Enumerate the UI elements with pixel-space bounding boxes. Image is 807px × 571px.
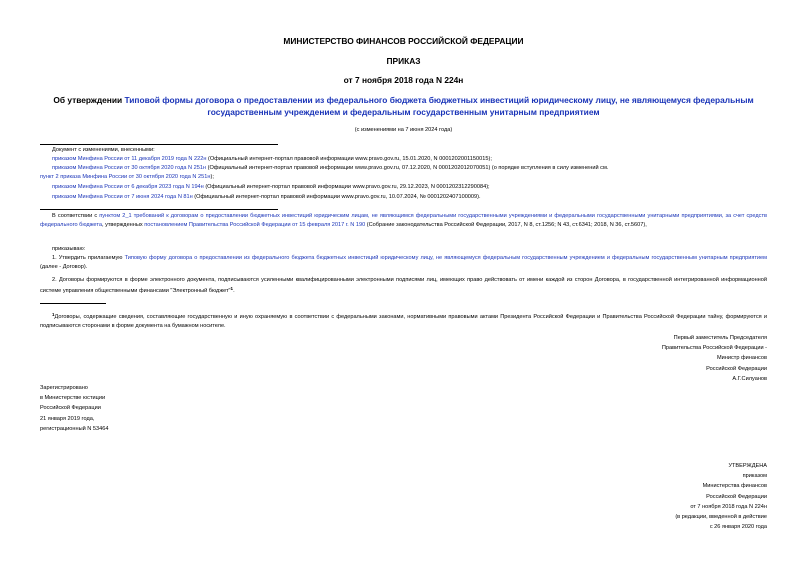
registration-line: в Министерстве юстиции <box>40 395 106 402</box>
text-run: (далее - Договор). <box>40 263 88 270</box>
text-run: (Собрание законодательства Российской Федерации, 2017, N 8, ст.1256; N 43, ст.6341; 2018, N 36, ст.5607), <box>365 221 647 228</box>
requirements-link[interactable]: пунктом 2_1 требований к договорам о предоставлении бюджетных инвестиций юридическим лицам, не являющимся федеральными государственными учреждениями и федеральными государственными унитарными предприятиями, за счет средств федерального бюджета <box>40 213 767 228</box>
change-item <box>40 173 214 181</box>
footnote-ref[interactable]: 1 <box>230 285 234 291</box>
text-run: . <box>233 287 235 294</box>
change-link[interactable]: приказом Минфина России от 11 декабря 2019 года N 222н <box>52 156 207 162</box>
approval-line: Министерства финансов <box>702 483 767 490</box>
change-text: (Официальный интернет-портал правовой информации www.pravo.gov.ru, 10.07.2024, № 0001202407100009). <box>192 194 481 200</box>
resolution-link[interactable]: постановлением Правительства Российской Федерации от 15 февраля 2017 г. N 190 <box>144 221 366 228</box>
change-link[interactable]: приказом Минфина России от 6 декабря 2023 года N 194н <box>52 184 204 190</box>
footnote-divider <box>40 303 106 304</box>
paragraph-1 <box>40 254 767 272</box>
text-run: В соответствии с <box>52 213 100 219</box>
document-type: ПРИКАЗ <box>386 56 421 66</box>
footnote-mark: 1 <box>52 312 55 317</box>
registration-line: регистрационный N 53464 <box>40 425 109 432</box>
signature-line: Российской Федерации <box>706 365 767 372</box>
approval-line: с 26 января 2020 года <box>709 524 767 531</box>
form-link[interactable]: Типовую форму договора о предоставлении из федерального бюджета бюджетных инвестиций юридическому лицу, не являющемуся федеральным государственным учреждением и федеральным государственным унитарным предприятием <box>124 255 767 261</box>
registration-line: Зарегистрировано <box>40 385 88 391</box>
changes-heading: Документ с изменениями, внесенными: <box>52 147 155 153</box>
text-run: 2. Договоры формируются в форме электронного документа, подписываются усиленными квалифицированными электронными подписями лиц, имеющих право действовать от имени каждой из сторон Договора, в государственной интегрированной информационной системе управления общественными финансами "Электронный бюджет" <box>40 277 767 294</box>
document-title <box>40 95 767 118</box>
signature-block <box>662 333 767 384</box>
document-date-number: от 7 ноября 2018 года N 224н <box>343 75 464 85</box>
change-link[interactable]: приказом Минфина России от 7 июня 2024 года N 81н <box>52 194 193 200</box>
approval-line: (в редакции, введенной в действие <box>675 514 767 521</box>
approval-line: приказом <box>742 473 767 480</box>
approval-line: Российской Федерации <box>706 493 767 500</box>
change-text: (Официальный интернет-портал правовой информации www.pravo.gov.ru, 07.12.2020, N 0001202012070051) (о порядке вступления в силу изменений см. <box>206 165 609 171</box>
footnote-text: Договоры, содержащие сведения, составляющие государственную и иную охраняемую в соответствии с федеральными законами, нормативными правовыми актами Президента Российской Федерации и Правительства Российской Федерации тайну, формируются и подписываются сторонами в форме документа на бумажном носителе. <box>40 314 767 329</box>
change-item <box>52 183 490 191</box>
title-prefix: Об утверждении <box>53 95 125 105</box>
change-item <box>52 155 492 163</box>
registration-block <box>40 383 108 434</box>
change-item <box>52 193 481 201</box>
basis-paragraph <box>40 212 767 230</box>
change-item <box>52 164 608 172</box>
change-text: (Официальный интернет-портал правовой информации www.pravo.gov.ru, 29.12.2023, N 0001202312290084); <box>203 184 490 190</box>
revision-note: (с изменениями на 7 июня 2024 года) <box>354 127 453 133</box>
approval-line: от 7 ноября 2018 года N 224н <box>690 503 767 510</box>
signature-line: А.Г.Силуанов <box>732 375 767 382</box>
approval-line: УТВЕРЖДЕНА <box>728 463 767 469</box>
change-text: (Официальный интернет-портал правовой информации www.pravo.gov.ru, 15.01.2020, N 0001202001150015); <box>206 156 492 162</box>
signature-line: Правительства Российской Федерации - <box>661 345 767 352</box>
ministry-heading: МИНИСТЕРСТВО ФИНАНСОВ РОССИЙСКОЙ ФЕДЕРАЦИИ <box>283 36 524 46</box>
signature-line: Министр финансов <box>717 355 767 362</box>
registration-line: 21 января 2019 года, <box>40 415 95 422</box>
approval-block <box>675 461 767 532</box>
order-word: приказываю: <box>52 246 86 252</box>
divider <box>40 209 278 210</box>
paragraph-2 <box>40 276 767 296</box>
text-run: 1. Утвердить прилагаемую <box>52 255 125 261</box>
divider <box>40 144 278 145</box>
change-text: ); <box>210 174 214 180</box>
change-link[interactable]: пункт 2 приказа Минфина России от 30 октября 2020 года N 251н <box>40 174 211 180</box>
change-link[interactable]: приказом Минфина России от 30 октября 2020 года N 251н <box>52 165 207 171</box>
signature-line: Первый заместитель Председателя <box>673 335 767 341</box>
text-run: , утвержденных <box>101 221 145 228</box>
title-link[interactable]: Типовой формы договора о предоставлении из федерального бюджета бюджетных инвестиций юридическому лицу, не являющемуся федеральным государственным учреждением и федеральным государственным унитарным предприятием <box>124 95 754 117</box>
footnote <box>40 311 767 331</box>
registration-line: Российской Федерации <box>40 405 101 412</box>
